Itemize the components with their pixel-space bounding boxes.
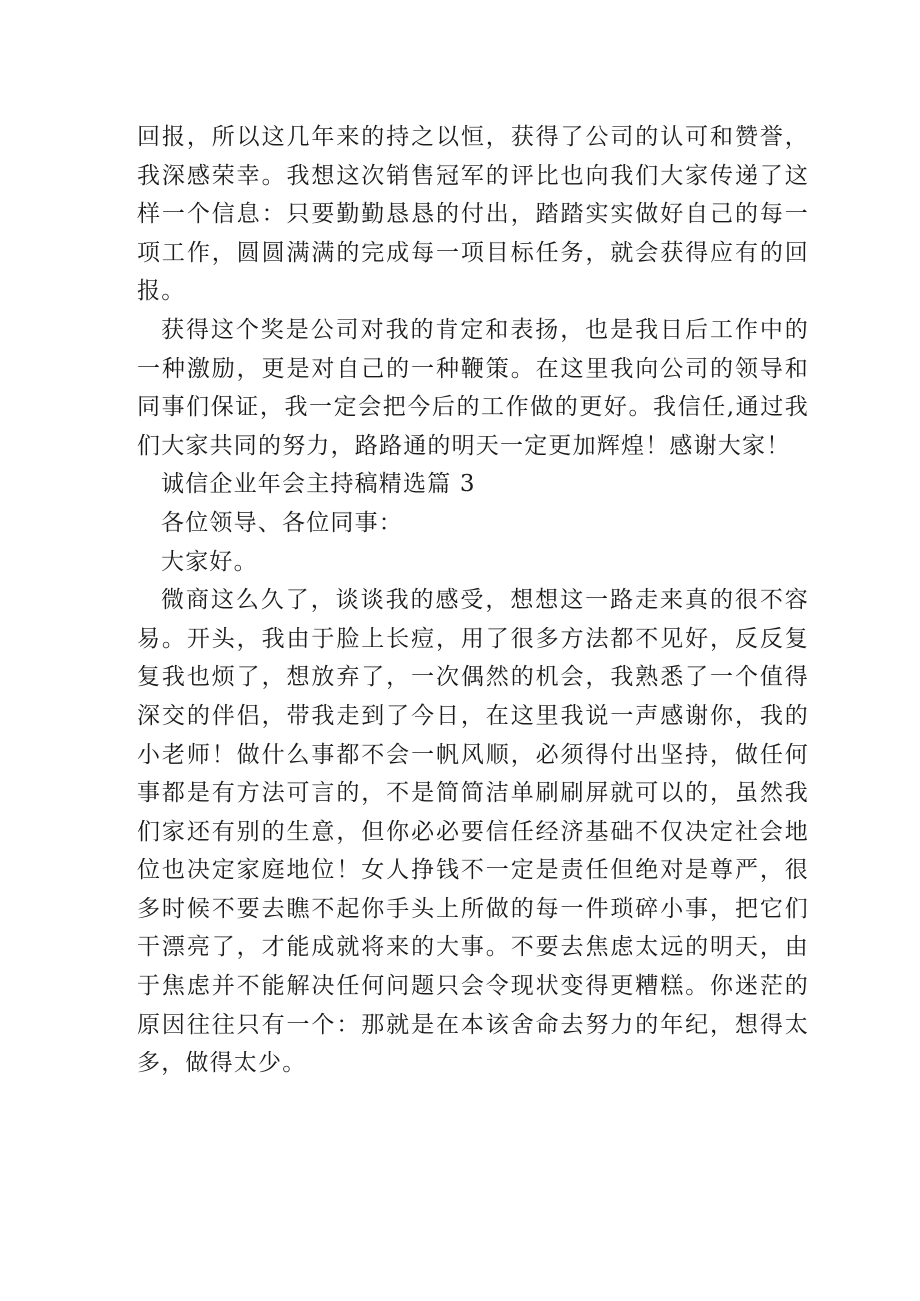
body-text xyxy=(137,118,809,1083)
paragraph-micro-business-story: 微商这么久了，谈谈我的感受，想想这一路走来真的很不容易。开头，我由于脸上长痘，用了很多方法都不见好，反反复复我也烦了，想放弃了，一次偶然的机会，我熟悉了一个值得深交的伴侣，带我走到了今日，在这里我说一声感谢你，我的小老师！做什么事都不会一帆风顺，必须得付出坚持，做任何事都是有方法可言的，不是简简洁单刷刷屏就可以的，虽然我们家还有别的生意，但你必必要信任经济基础不仅决定社会地位也决定家庭地位！女人挣钱不一定是责任但绝对是尊严，很多时候不要去瞧不起你手头上所做的每一件琐碎小事，把它们干漂亮了，才能成就将来的大事。不要去焦虑太远的明天，由于焦虑并不能解决任何问题只会令现状变得更糟糕。你迷茫的原因往往只有一个：那就是在本该舍命去努力的年纪，想得太多，做得太少。 xyxy=(137,587,809,1077)
section-heading: 诚信企业年会主持稿精选篇 3 xyxy=(161,471,476,498)
salutation: 各位领导、各位同事： xyxy=(161,509,403,536)
greeting: 大家好。 xyxy=(161,548,258,575)
paragraph-closing-remarks: 回报，所以这几年来的持之以恒，获得了公司的认可和赞誉，我深感荣幸。我想这次销售冠军的评比也向我们大家传递了这样一个信息：只要勤勤恳恳的付出，踏踏实实做好自己的每一项工作，圆圆满满的完成每一项目标任务，就会获得应有的回报。 xyxy=(137,124,809,305)
paragraph-award-thanks: 获得这个奖是公司对我的肯定和表扬，也是我日后工作中的一种激励，更是对自己的一种鞭策。在这里我向公司的领导和同事们保证，我一定会把今后的工作做的更好。我信任,通过我们大家共同的努力，路路通的明天一定更加辉煌！感谢大家！ xyxy=(137,316,809,459)
